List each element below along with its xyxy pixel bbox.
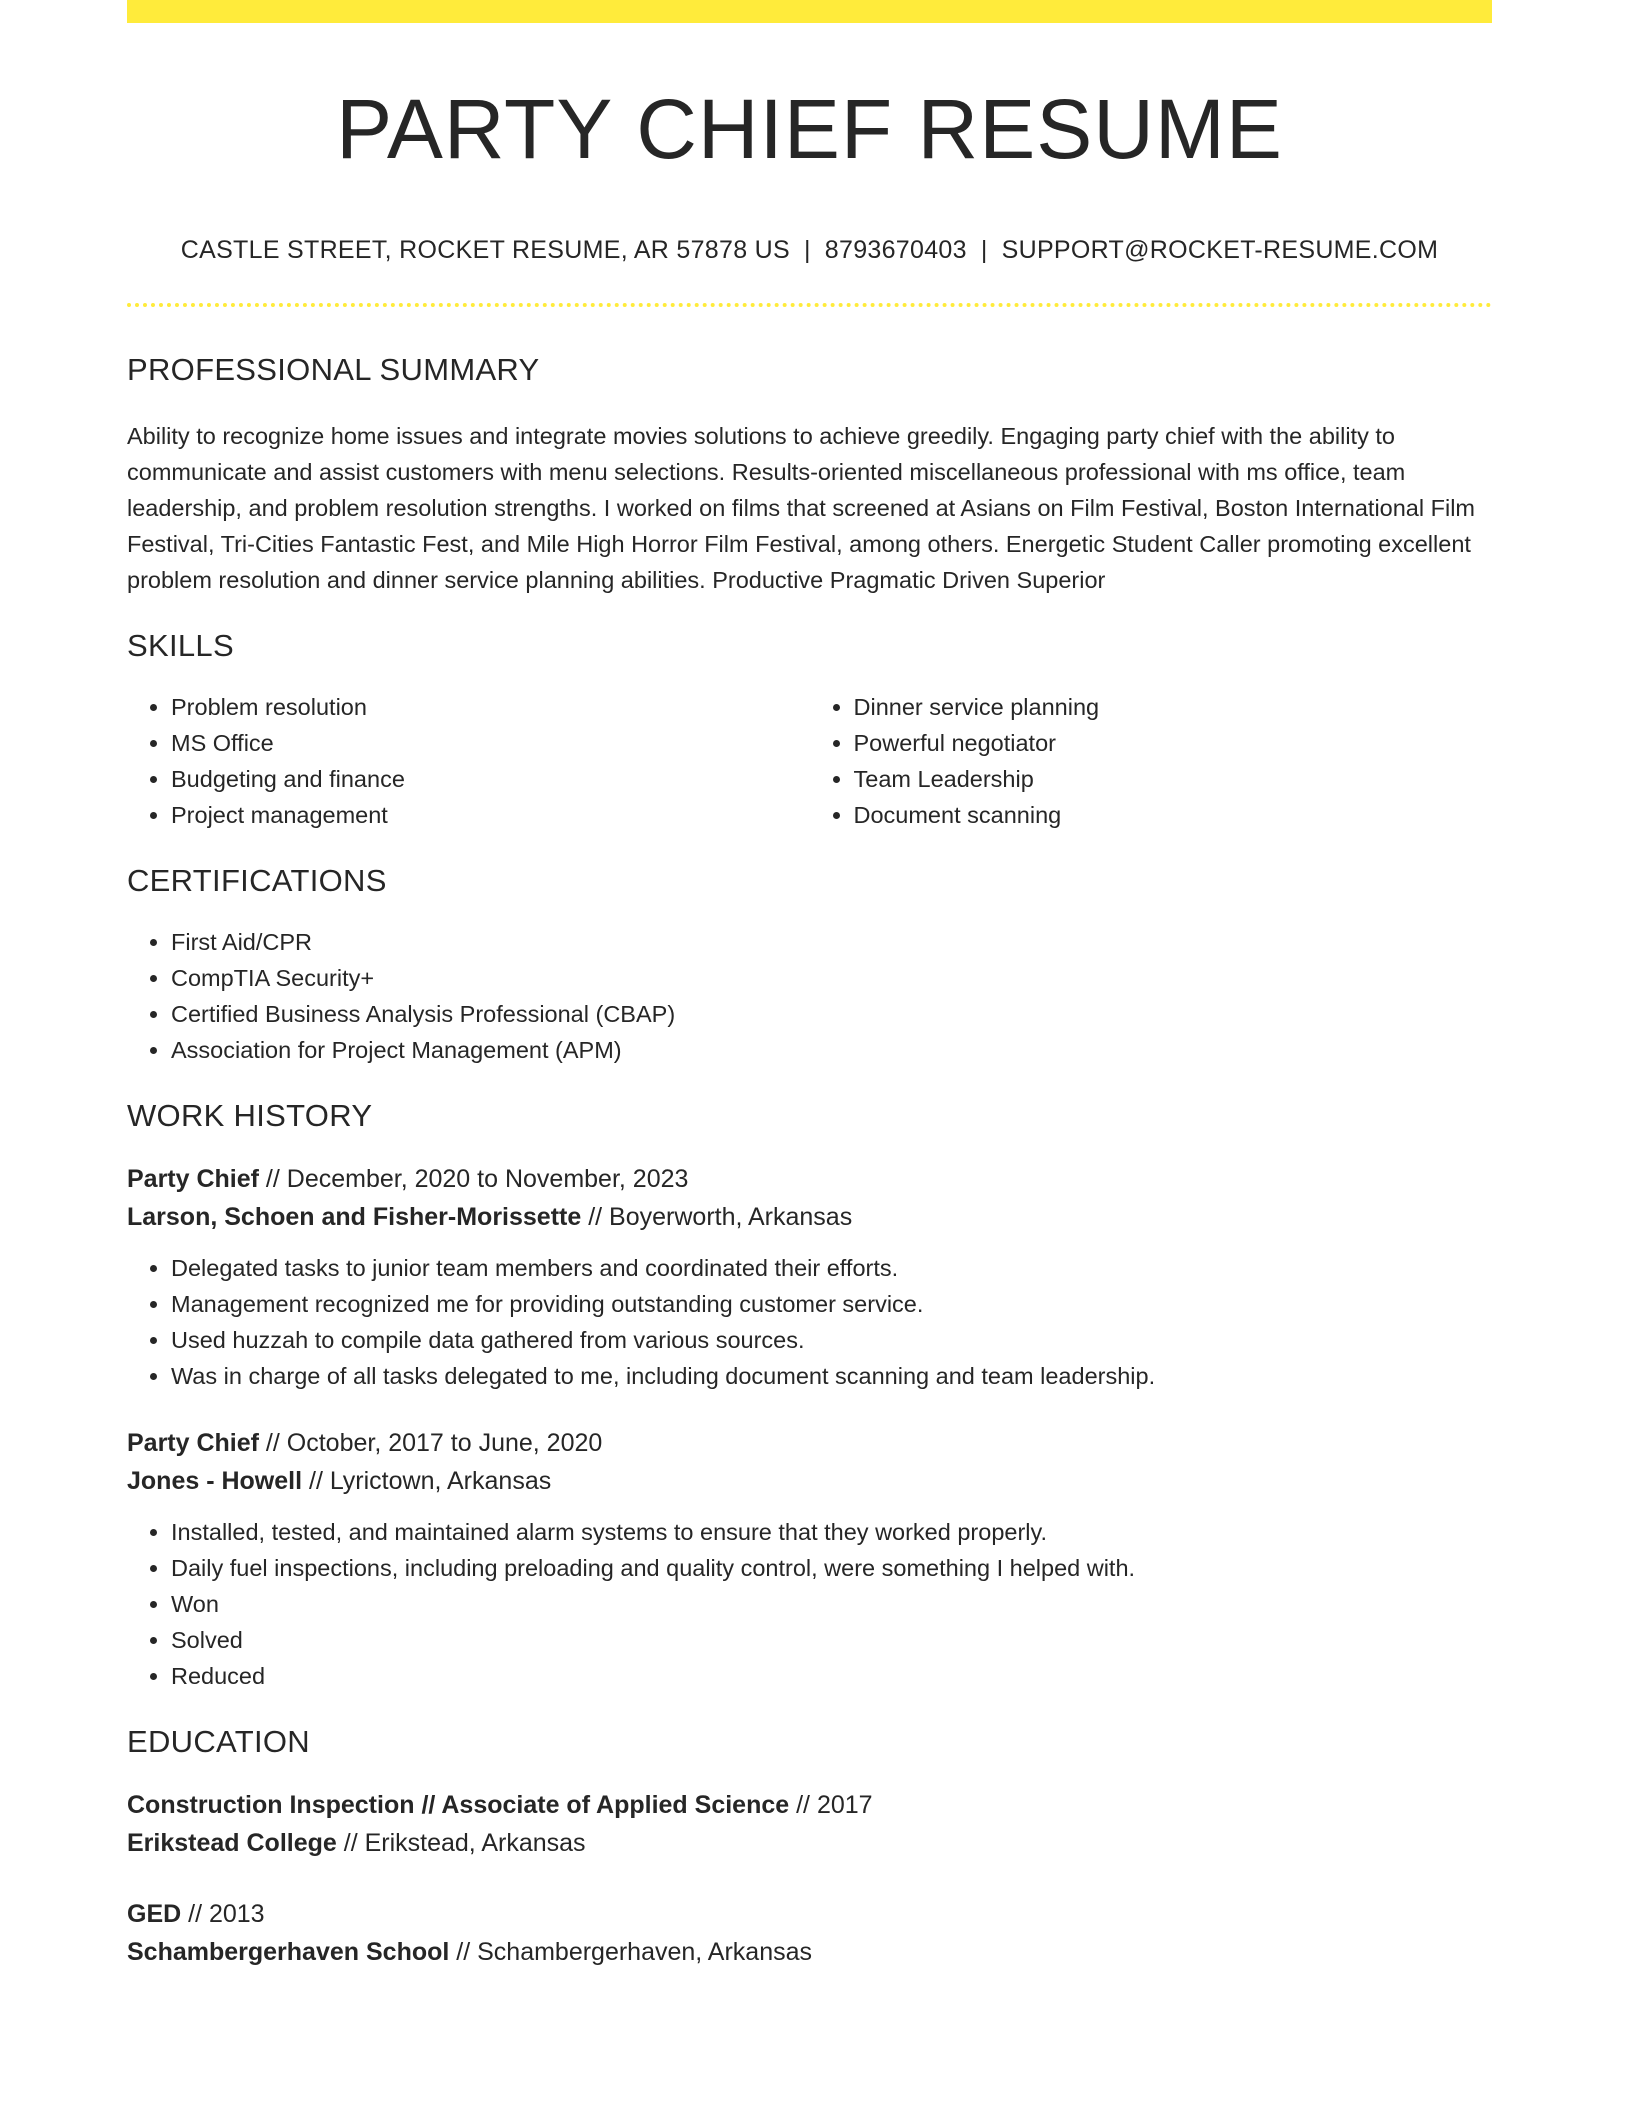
education-entry bbox=[127, 1895, 1492, 1971]
education-entry bbox=[127, 1786, 1492, 1862]
education-heading: EDUCATION bbox=[127, 1724, 310, 1759]
job-title: Party Chief bbox=[127, 1165, 259, 1193]
resume-title: PARTY CHIEF RESUME bbox=[336, 82, 1283, 176]
list-item: • Was in charge of all tasks delegated to me, including document scanning and team leadership. bbox=[171, 1358, 1492, 1394]
job-company-line bbox=[127, 1462, 1492, 1500]
education-school: Schambergerhaven School bbox=[127, 1938, 450, 1966]
list-item: • CompTIA Security+ bbox=[171, 960, 1492, 996]
education-school: Erikstead College bbox=[127, 1829, 337, 1857]
list-item: • Solved bbox=[171, 1622, 1492, 1658]
skills-list-left bbox=[127, 689, 810, 833]
skills-columns bbox=[127, 689, 1492, 833]
list-item: • Reduced bbox=[171, 1658, 1492, 1694]
contact-email: SUPPORT@ROCKET-RESUME.COM bbox=[1001, 236, 1439, 264]
list-item: • Budgeting and finance bbox=[171, 761, 810, 797]
list-item: • Management recognized me for providing outstanding customer service. bbox=[171, 1286, 1492, 1322]
skills-heading: SKILLS bbox=[127, 628, 234, 663]
list-item: • Installed, tested, and maintained alarm systems to ensure that they worked properly. bbox=[171, 1514, 1492, 1550]
list-item: • MS Office bbox=[171, 725, 810, 761]
list-item: • First Aid/CPR bbox=[171, 924, 1492, 960]
job-company: Jones - Howell bbox=[127, 1467, 303, 1495]
summary-text: Ability to recognize home issues and integrate movies solutions to achieve greedily. Engaging party chief with the ability to communicate and assist customers with menu selections. Results-oriented miscellaneous professional with ms office, team leadership, and problem resolution strengths. I worked on films that screened at Asians on Film Festival, Boston International Film Festival, Tri-Cities Fantastic Fest, and Mile High Horror Film Festival, among others. Energetic Student Caller promoting excellent problem resolution and dinner service planning abilities. Productive Pragmatic Driven Superior bbox=[127, 423, 1475, 593]
list-item: • Problem resolution bbox=[171, 689, 810, 725]
education-degree: GED bbox=[127, 1900, 182, 1928]
job-company: Larson, Schoen and Fisher-Morissette bbox=[127, 1203, 582, 1231]
job-location: // Lyrictown, Arkansas bbox=[302, 1467, 552, 1495]
list-item: • Won bbox=[171, 1586, 1492, 1622]
top-accent-bar bbox=[127, 0, 1492, 23]
certifications-heading: CERTIFICATIONS bbox=[127, 863, 387, 898]
job-bullets bbox=[127, 1514, 1492, 1694]
education-location: // Erikstead, Arkansas bbox=[336, 1829, 586, 1857]
job-title-line bbox=[127, 1160, 1492, 1198]
education-school-line bbox=[127, 1933, 1492, 1971]
job-title-line bbox=[127, 1424, 1492, 1462]
education-degree-line bbox=[127, 1895, 1492, 1933]
list-item: • Document scanning bbox=[854, 797, 1493, 833]
job-title: Party Chief bbox=[127, 1429, 259, 1457]
work-history-heading: WORK HISTORY bbox=[127, 1098, 373, 1133]
job-location: // Boyerworth, Arkansas bbox=[581, 1203, 853, 1231]
education-year: // 2017 bbox=[789, 1791, 873, 1819]
job-dates: // December, 2020 to November, 2023 bbox=[258, 1165, 689, 1193]
list-item: • Delegated tasks to junior team members and coordinated their efforts. bbox=[171, 1250, 1492, 1286]
education-year: // 2013 bbox=[181, 1900, 265, 1928]
education-degree-line bbox=[127, 1786, 1492, 1824]
contact-separator: | bbox=[803, 236, 811, 264]
job-entry bbox=[127, 1424, 1492, 1694]
list-item: • Powerful negotiator bbox=[854, 725, 1493, 761]
education-degree: Construction Inspection // Associate of Applied Science bbox=[127, 1791, 790, 1819]
list-item: • Association for Project Management (APM) bbox=[171, 1032, 1492, 1068]
certifications-list bbox=[127, 924, 1492, 1068]
job-entry bbox=[127, 1160, 1492, 1394]
resume-page bbox=[127, 0, 1492, 1971]
contact-line bbox=[127, 236, 1492, 265]
contact-separator: | bbox=[980, 236, 988, 264]
job-bullets bbox=[127, 1250, 1492, 1394]
skills-list-right bbox=[810, 689, 1493, 833]
list-item: • Team Leadership bbox=[854, 761, 1493, 797]
list-item: • Certified Business Analysis Professional (CBAP) bbox=[171, 996, 1492, 1032]
list-item: • Dinner service planning bbox=[854, 689, 1493, 725]
summary-heading: PROFESSIONAL SUMMARY bbox=[127, 352, 540, 387]
list-item: • Daily fuel inspections, including preloading and quality control, were something I helped with. bbox=[171, 1550, 1492, 1586]
job-company-line bbox=[127, 1198, 1492, 1236]
list-item: • Project management bbox=[171, 797, 810, 833]
education-school-line bbox=[127, 1824, 1492, 1862]
job-dates: // October, 2017 to June, 2020 bbox=[258, 1429, 603, 1457]
dotted-divider bbox=[127, 303, 1492, 307]
list-item: • Used huzzah to compile data gathered from various sources. bbox=[171, 1322, 1492, 1358]
education-location: // Schambergerhaven, Arkansas bbox=[449, 1938, 813, 1966]
contact-phone: 8793670403 bbox=[824, 236, 967, 264]
contact-address: CASTLE STREET, ROCKET RESUME, AR 57878 US bbox=[180, 236, 790, 264]
